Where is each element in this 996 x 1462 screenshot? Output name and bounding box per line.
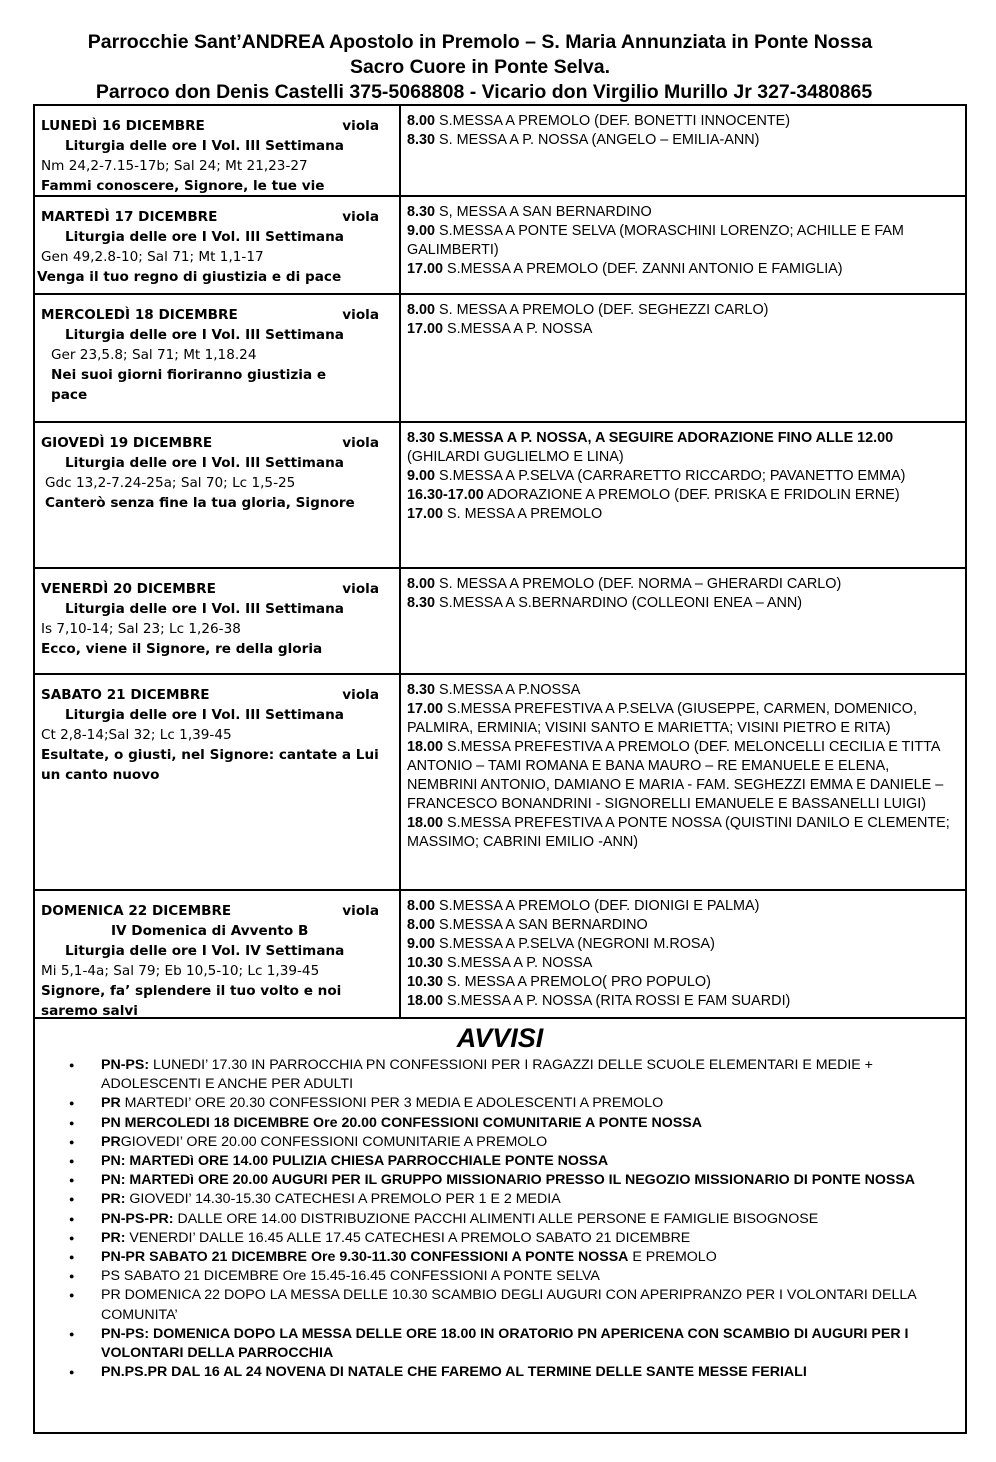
psalm-response: Fammi conoscere, Signore, le tue vie [41,178,325,194]
liturgical-color: viola [342,687,379,703]
mass-entry: 10.30 S. MESSA A PREMOLO( PRO POPULO) [407,974,711,990]
masses-list [401,891,965,1017]
psalm-response: Signore, fa’ splendere il tuo volto e noi saremo salvi [41,983,342,1019]
masses-list [401,295,965,421]
mass-entry: 8.00 S. MESSA A PREMOLO (DEF. NORMA – GHERARDI CARLO) [407,576,842,592]
schedule-frame [33,104,967,1434]
notice-item: ● PRGIOVEDI’ ORE 20.00 CONFESSIONI COMUNITARIE A PREMOLO [35,1133,965,1152]
liturgy-hours: Liturgia delle ore I Vol. III Settimana [65,138,344,154]
liturgical-color: viola [342,581,379,597]
mass-entry: 17.00 S.MESSA A P. NOSSA [407,321,593,337]
readings: Gen 49,2.8-10; Sal 71; Mt 1,1-17 [41,249,264,265]
notices-title: AVVISI [456,1023,544,1053]
day-info [35,675,401,889]
mass-entry: 17.00 S. MESSA A PREMOLO [407,506,603,522]
psalm-response: Canterò senza fine la tua gloria, Signore [45,495,355,511]
liturgical-color: viola [342,307,379,323]
clergy-contacts: Parroco don Denis Castelli 375-5068808 - Vicario don Virgilio Murillo Jr 327-3480865 [95,81,873,103]
day-info [35,423,401,567]
mass-entry: 10.30 S.MESSA A P. NOSSA [407,955,593,971]
day-row-friday [35,569,965,675]
notices-list [35,1056,965,1382]
readings: Gdc 13,2-7.24-25a; Sal 70; Lc 1,5-25 [45,475,296,491]
day-info [35,891,401,1017]
day-title: MARTEDÌ 17 DICEMBRE viola [41,209,379,225]
psalm-response: Esultate, o giusti, nel Signore: cantate a Lui un canto nuovo [41,747,379,783]
mass-entry: 8.00 S.MESSA A PREMOLO (DEF. BONETTI INNOCENTE) [407,113,791,129]
liturgical-color: viola [342,903,379,919]
mass-entry: 9.00 S.MESSA A P.SELVA (CARRARETTO RICCARDO; PAVANETTO EMMA) [407,468,906,484]
parish-subtitle: Sacro Cuore in Ponte Selva. [349,56,611,78]
day-title: LUNEDÌ 16 DICEMBRE viola [41,118,379,134]
day-info [35,106,401,195]
day-title: DOMENICA 22 DICEMBRE viola [41,903,379,919]
notice-item: ● PS SABATO 21 DICEMBRE Ore 15.45-16.45 CONFESSIONI A PONTE SELVA [35,1267,965,1286]
day-info [35,569,401,673]
masses-list [401,569,965,673]
liturgy-hours: Liturgia delle ore I Vol. III Settimana [65,455,344,471]
mass-entry: 9.00 S.MESSA A P.SELVA (NEGRONI M.ROSA) [407,936,715,952]
readings: Nm 24,2-7.15-17b; Sal 24; Mt 21,23-27 [41,158,308,174]
mass-entry: 17.00 S.MESSA A PREMOLO (DEF. ZANNI ANTONIO E FAMIGLIA) [407,261,843,277]
notice-item: ● PR MARTEDI’ ORE 20.30 CONFESSIONI PER 3 MEDIA E ADOLESCENTI A PREMOLO [35,1094,965,1113]
mass-entry: 8.30 S, MESSA A SAN BERNARDINO [407,204,652,220]
mass-entry: 8.30 S.MESSA A P. NOSSA, A SEGUIRE ADORAZIONE FINO ALLE 12.00 (GHILARDI GUGLIELMO E LINA) [407,430,894,465]
notice-item: ● PN-PS-PR: DALLE ORE 14.00 DISTRIBUZIONE PACCHI ALIMENTI ALLE PERSONE E FAMIGLIE BISOGNOSE [35,1210,965,1229]
mass-entry: 9.00 S.MESSA A PONTE SELVA (MORASCHINI LORENZO; ACHILLE E FAM GALIMBERTI) [407,223,904,258]
psalm-response: Venga il tuo regno di giustizia e di pace [37,269,342,285]
mass-entry: 8.30 S. MESSA A P. NOSSA (ANGELO – EMILIA-ANN) [407,132,760,148]
liturgical-color: viola [342,435,379,451]
liturgy-hours: Liturgia delle ore I Vol. III Settimana [65,601,344,617]
readings: Ger 23,5.8; Sal 71; Mt 1,18.24 [51,347,257,363]
notice-item: ● PN-PS: LUNEDI’ 17.30 IN PARROCCHIA PN CONFESSIONI PER I RAGAZZI DELLE SCUOLE ELEMENTARI E MEDIE + ADOLESCENTI E ANCHE PER ADULTI [35,1056,965,1094]
masses-list [401,675,965,889]
notice-item: ● PR: VENERDI’ DALLE 16.45 ALLE 17.45 CATECHESI A PREMOLO SABATO 21 DICEMBRE [35,1229,965,1248]
mass-entry: 18.00 S.MESSA A P. NOSSA (RITA ROSSI E FAM SUARDI) [407,993,791,1009]
readings: Is 7,10-14; Sal 23; Lc 1,26-38 [41,621,241,637]
day-info [35,197,401,293]
day-row-sunday [35,891,965,1019]
liturgy-hours: Liturgia delle ore I Vol. III Settimana [65,707,344,723]
mass-entry: 17.00 S.MESSA PREFESTIVA A P.SELVA (GIUSEPPE, CARMEN, DOMENICO, PALMIRA, ERMINIA; VISINI SANTO E MARIETTA; VISINI PIETRO E RITA) [407,701,917,736]
masses-list [401,106,965,195]
day-info [35,295,401,421]
day-title: GIOVEDÌ 19 DICEMBRE viola [41,435,379,451]
mass-entry: 8.30 S.MESSA A P.NOSSA [407,682,581,698]
mass-entry: 8.00 S.MESSA A PREMOLO (DEF. DIONIGI E PALMA) [407,898,760,914]
masses-list [401,197,965,293]
liturgy-hours: Liturgia delle ore I Vol. IV Settimana [65,943,345,959]
parishes-title: Parrocchie Sant’ANDREA Apostolo in Premolo – S. Maria Annunziata in Ponte Nossa [87,31,873,53]
notice-item: ● PN: MARTEDì ORE 20.00 AUGURI PER IL GRUPPO MISSIONARIO PRESSO IL NEGOZIO MISSIONARIO DI PONTE NOSSA [35,1171,965,1190]
day-row-monday [35,106,965,197]
day-row-thursday [35,423,965,569]
day-row-tuesday [35,197,965,295]
notice-item: ● PN-PR SABATO 21 DICEMBRE Ore 9.30-11.30 CONFESSIONI A PONTE NOSSA E PREMOLO [35,1248,965,1267]
liturgy-hours: Liturgia delle ore I Vol. III Settimana [65,327,344,343]
liturgical-sunday: IV Domenica di Avvento B [111,923,309,939]
notice-item: ● PN: MARTEDì ORE 14.00 PULIZIA CHIESA PARROCCHIALE PONTE NOSSA [35,1152,965,1171]
mass-entry: 18.00 S.MESSA PREFESTIVA A PREMOLO (DEF. MELONCELLI CECILIA E TITTA ANTONIO – TAMI ROMANA E BANA MAURO – RE EMANUELE E ELENA, NEMBRINI ANTONIO, DAMIANO E MARIA - FAM. SEGHEZZI EMMA E DANIELE – FRANCESCO BONANDRINI - SIGNORELLI EMANUELE E BASSANELLI LUIGI) [407,739,944,812]
notice-item: ● PR DOMENICA 22 DOPO LA MESSA DELLE 10.30 SCAMBIO DEGLI AUGURI CON APERIPRANZO PER I VOLONTARI DELLA COMUNITA’ [35,1286,965,1324]
masses-list [401,423,965,567]
liturgical-color: viola [342,209,379,225]
liturgy-hours: Liturgia delle ore I Vol. III Settimana [65,229,344,245]
mass-entry: 18.00 S.MESSA PREFESTIVA A PONTE NOSSA (QUISTINI DANILO E CLEMENTE; MASSIMO; CABRINI EMILIO -ANN) [407,815,950,850]
day-title: SABATO 21 DICEMBRE viola [41,687,379,703]
notice-item: ● PN.PS.PR DAL 16 AL 24 NOVENA DI NATALE CHE FAREMO AL TERMINE DELLE SANTE MESSE FERIALI [35,1363,965,1382]
psalm-response: Nei suoi giorni fioriranno giustizia e pace [51,367,327,403]
notice-item: ● PN-PS: DOMENICA DOPO LA MESSA DELLE ORE 18.00 IN ORATORIO PN APERICENA CON SCAMBIO DI AUGURI PER I VOLONTARI DELLA PARROCCHIA [35,1325,965,1363]
mass-entry: 16.30-17.00 ADORAZIONE A PREMOLO (DEF. PRISKA E FRIDOLIN ERNE) [407,487,900,503]
mass-entry: 8.00 S. MESSA A PREMOLO (DEF. SEGHEZZI CARLO) [407,302,769,318]
day-title: MERCOLEDÌ 18 DICEMBRE viola [41,307,379,323]
day-row-wednesday [35,295,965,423]
bulletin-header [0,30,960,105]
day-title: VENERDÌ 20 DICEMBRE viola [41,581,379,597]
liturgical-color: viola [342,118,379,134]
notice-item: ● PR: GIOVEDI’ 14.30-15.30 CATECHESI A PREMOLO PER 1 E 2 MEDIA [35,1190,965,1209]
readings: Ct 2,8-14;Sal 32; Lc 1,39-45 [41,727,232,743]
psalm-response: Ecco, viene il Signore, re della gloria [41,641,323,657]
mass-entry: 8.30 S.MESSA A S.BERNARDINO (COLLEONI ENEA – ANN) [407,595,803,611]
mass-entry: 8.00 S.MESSA A SAN BERNARDINO [407,917,648,933]
day-row-saturday [35,675,965,891]
notice-item: ● PN MERCOLEDI 18 DICEMBRE Ore 20.00 CONFESSIONI COMUNITARIE A PONTE NOSSA [35,1114,965,1133]
readings: Mi 5,1-4a; Sal 79; Eb 10,5-10; Lc 1,39-45 [41,963,320,979]
